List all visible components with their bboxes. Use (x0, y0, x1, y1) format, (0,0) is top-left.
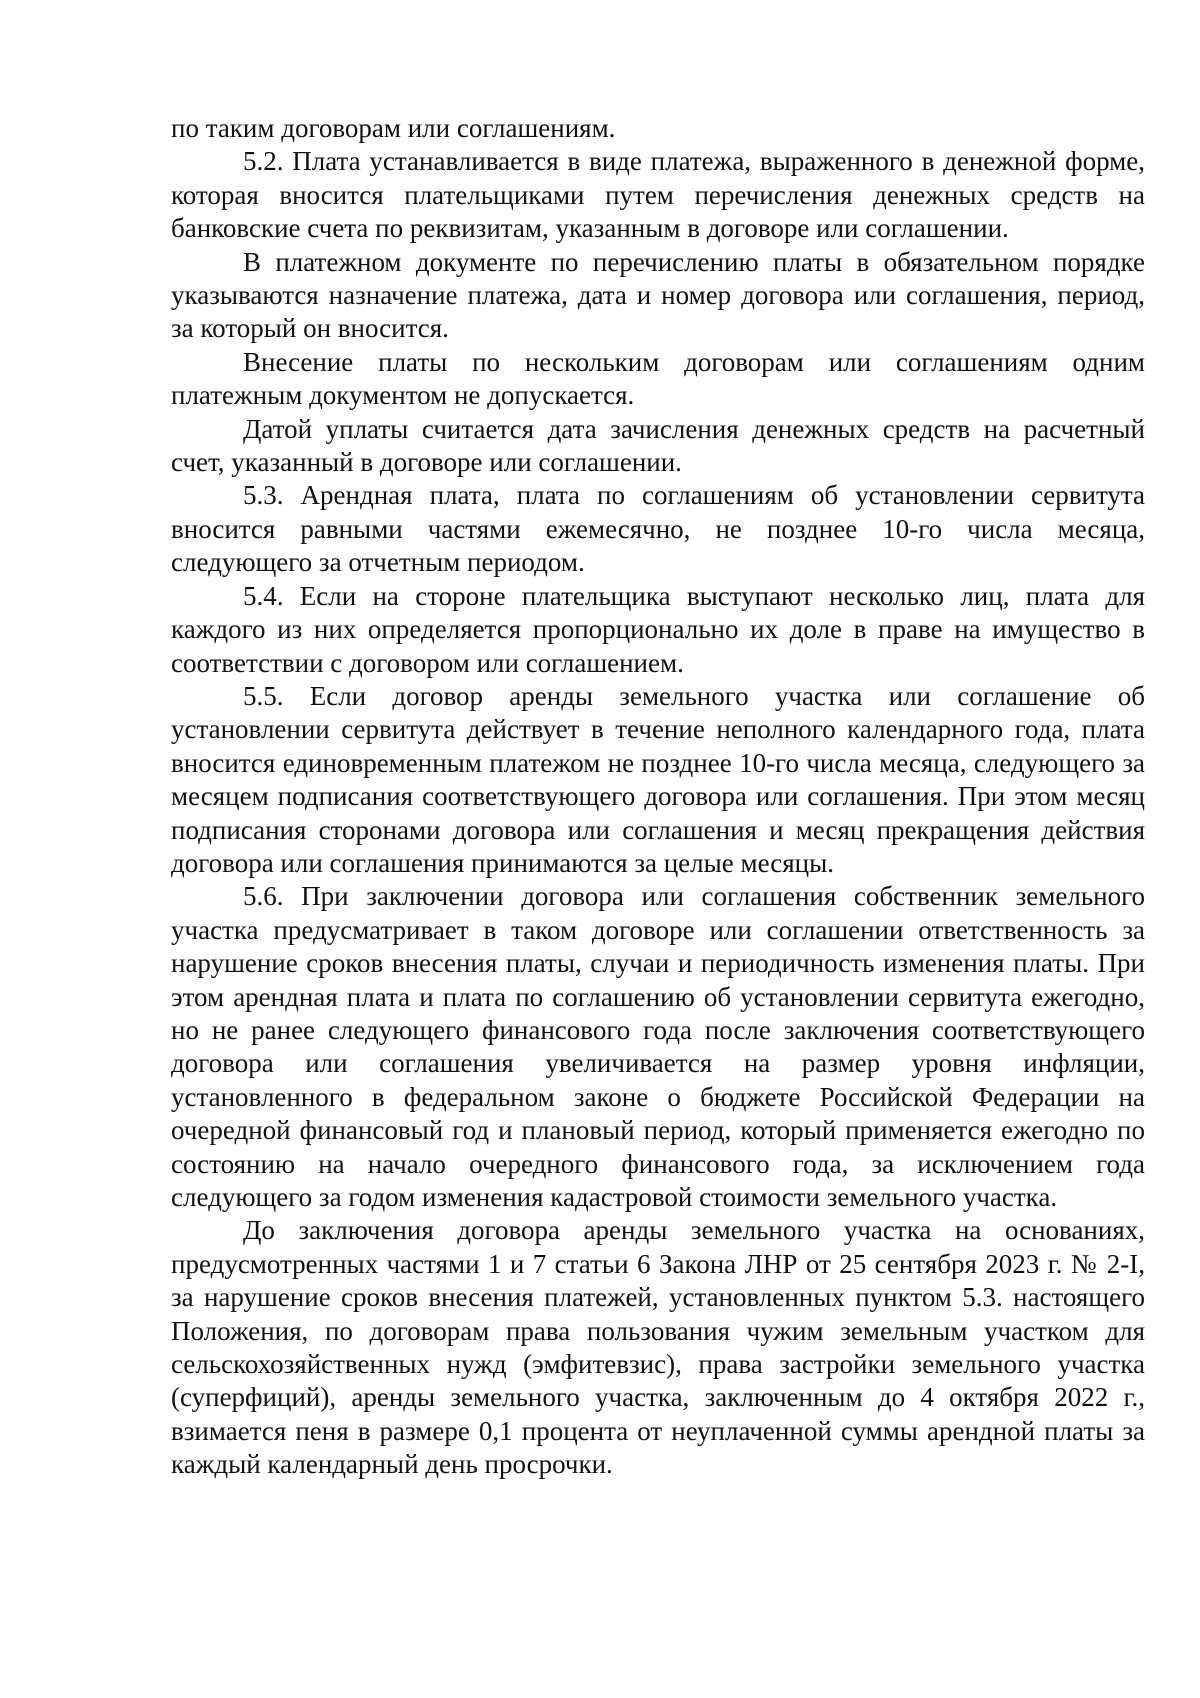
paragraph-payment-document: В платежном документе по перечислению платы в обязательном порядке указываются назначение платежа, дата и номер договора или соглашения, период, за который он вносится. (171, 246, 1145, 344)
document-page (171, 112, 1145, 1482)
paragraph-5-2: 5.2. Плата устанавливается в виде платежа, выраженного в денежной форме, которая вносится плательщиками путем перечисления денежных средств на банковские счета по реквизитам, указанным в договоре или соглашении. (171, 146, 1145, 244)
paragraph-5-3: 5.3. Арендная плата, плата по соглашениям об установлении сервитута вносится равными частями ежемесячно, не позднее 10-го числа месяца, следующего за отчетным периодом. (171, 480, 1145, 578)
paragraph-5-5: 5.5. Если договор аренды земельного участка или соглашение об установлении сервитута действует в течение неполного календарного года, плата вносится единовременным платежом не позднее 10-го числа месяца, следующего за месяцем подписания соответствующего договора или соглашения. При этом месяц подписания сторонами договора или соглашения и месяц прекращения действия договора или соглашения принимаются за целые месяцы. (171, 680, 1145, 878)
paragraph-payment-date: Датой уплаты считается дата зачисления денежных средств на расчетный счет, указанный в договоре или соглашении. (171, 413, 1145, 478)
paragraph-5-4: 5.4. Если на стороне плательщика выступают несколько лиц, плата для каждого из них определяется пропорционально их доле в праве на имущество в соответствии с договором или соглашением. (171, 580, 1145, 678)
paragraph-penalty: До заключения договора аренды земельного участка на основаниях, предусмотренных частями 1 и 7 статьи 6 Закона ЛНР от 25 сентября 2023 г. № 2-I, за нарушение сроков внесения платежей, установленных пунктом 5.3. настоящего Положения, по договорам права пользования чужим земельным участком для сельскохозяйственных нужд (эмфитевзис), права застройки земельного участка (суперфиций), аренды земельного участка, заключенным до 4 октября 2022 г., взимается пеня в размере 0,1 процента от неуплаченной суммы арендной платы за каждый календарный день просрочки. (171, 1215, 1145, 1480)
paragraph-continuation: по таким договорам или соглашениям. (171, 113, 616, 143)
paragraph-5-6: 5.6. При заключении договора или соглашения собственник земельного участка предусматривает в таком договоре или соглашении ответственность за нарушение сроков внесения платы, случаи и периодичность изменения платы. При этом арендная плата и плата по соглашению об установлении сервитута ежегодно, но не ранее следующего финансового года после заключения соответствующего договора или соглашения увеличивается на размер уровня инфляции, установленного в федеральном законе о бюджете Российской Федерации на очередной финансовый год и плановый период, который применяется ежегодно по состоянию на начало очередного финансового года, за исключением года следующего за годом изменения кадастровой стоимости земельного участка. (171, 881, 1145, 1212)
paragraph-multiple-contracts: Внесение платы по нескольким договорам или соглашениям одним платежным документом не допускается. (171, 346, 1145, 411)
